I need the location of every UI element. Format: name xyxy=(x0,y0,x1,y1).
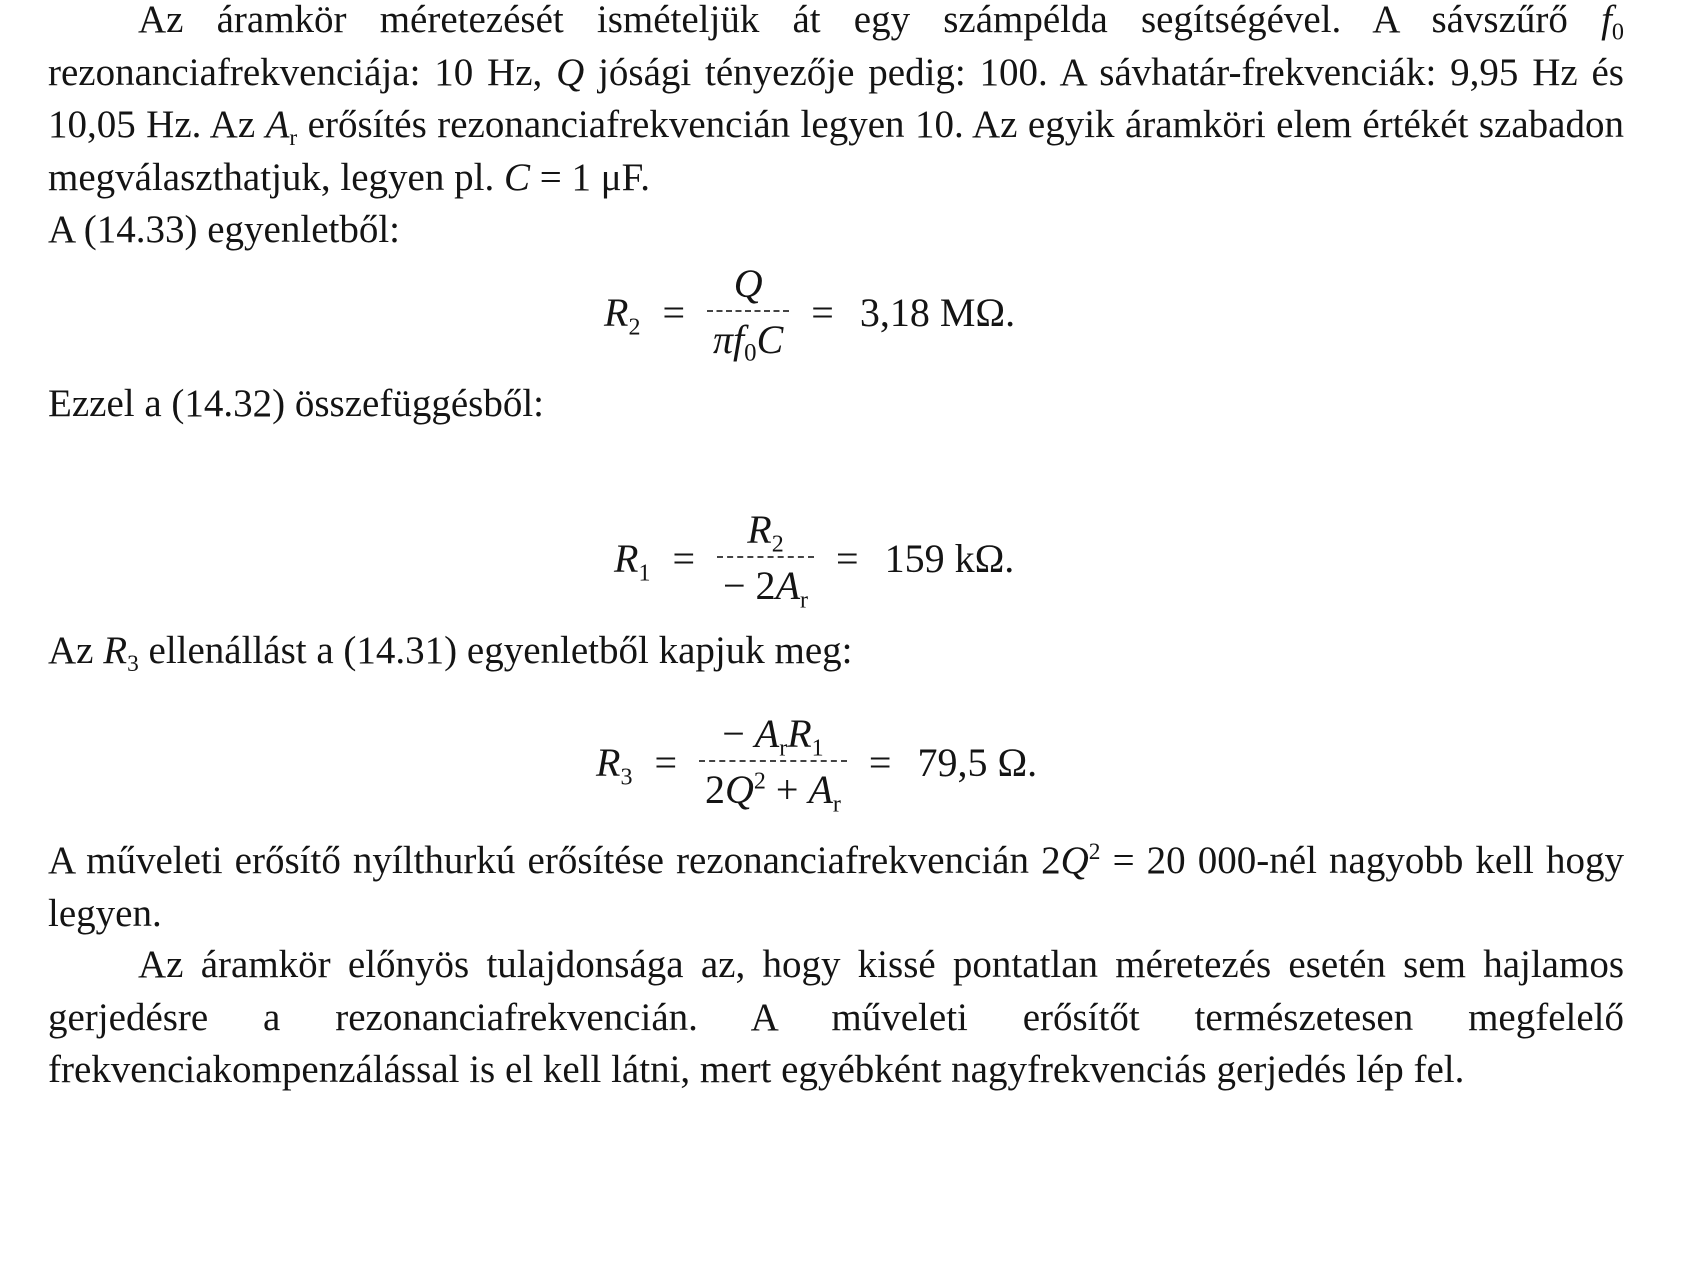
intro-paragraph xyxy=(48,0,1624,257)
r3-subscript: 3 xyxy=(127,651,139,678)
eq1-result: 3,18 MΩ. xyxy=(859,289,1016,335)
eq3-fraction xyxy=(699,711,847,818)
eq3-denominator: $2Q^2 + A_r$ xyxy=(705,767,841,818)
r3-symbol: R xyxy=(103,629,128,672)
q-symbol: Q xyxy=(556,50,585,94)
f0-subscript: 0 xyxy=(1611,18,1625,46)
equation-r2 xyxy=(604,261,1016,367)
intro-text-1: Az áramkör méretezését ismételjük át egy számpélda segítségével. A sávszűrő xyxy=(138,0,1568,41)
eq1-fraction xyxy=(707,261,789,367)
intro-text-3: jósági tényezője pedig: 100. A sávhatár-frekvenciák: 9,95 Hz és 10,05 Hz. Az xyxy=(48,50,1624,146)
eq3-equals: = xyxy=(654,739,677,785)
eq3-equals-2: = xyxy=(868,739,892,785)
eq2-lhs: $R_1$ xyxy=(614,535,651,586)
c-symbol: C xyxy=(503,155,530,199)
eq3-lhs: $R_3$ xyxy=(596,739,633,790)
q2-symbol: Q xyxy=(1060,839,1089,882)
equation-r3 xyxy=(596,711,1038,818)
eq1-denominator: πf0C xyxy=(713,317,784,367)
intro-text-6: A (14.33) egyenletből: xyxy=(48,208,401,251)
f0-symbol: f xyxy=(1601,0,1612,41)
eq1-equals-2: = xyxy=(811,289,834,335)
eq2-denominator: − $2A_r$ xyxy=(723,563,808,614)
eq1-lhs: $R_2$ xyxy=(604,289,641,340)
text-open-loop-gain: A műveleti erősítő nyílthurkú erősítése rezonanciafrekvencián $2Q^2 = 20$ 000-nél nagyobb kell hogy legyen. xyxy=(48,838,1624,935)
intro-text-5: = 1 μF. xyxy=(529,155,650,199)
text-advantages-paragraph: Az áramkör előnyös tulajdonsága az, hogy kissé pontatlan méretezés esetén sem hajlamos gerjedésre a rezonanciafrekvencián. A műveleti erősítőt természetesen megfelelő frekvenciakompenzálással is el kell látni, mert egyébként nagyfrekvenciás gerjedés lép fel. xyxy=(48,943,1624,1091)
ar-symbol: A xyxy=(265,103,290,146)
eq2-equals: = xyxy=(672,535,695,581)
intro-text-2: rezonanciafrekvenciája: 10 Hz, xyxy=(48,50,557,94)
eq2-fraction xyxy=(717,507,814,614)
ar-subscript: r xyxy=(289,125,298,152)
text-14-31: Az $R_3$ ellenállást a (14.31) egyenletből kapjuk meg: xyxy=(48,629,853,678)
eq2-result: 159 kΩ. xyxy=(884,535,1015,581)
q2-superscript: 2 xyxy=(1088,838,1101,865)
eq2-numerator: $R_2$ xyxy=(747,507,784,558)
intro-text-4: erősítés rezonanciafrekvencián legyen 10. Az egyik áramköri elem értékét szabadon megválaszthatjuk, legyen pl. xyxy=(48,103,1624,199)
equation-r1 xyxy=(614,507,1015,614)
eq3-result: 79,5 Ω. xyxy=(917,739,1038,785)
text-14-32: Ezzel a (14.32) összefüggésből: xyxy=(48,382,544,425)
eq1-numerator: Q xyxy=(733,261,763,306)
eq2-equals-2: = xyxy=(836,535,859,581)
eq3-numerator: − $A_rR_1$ xyxy=(722,711,824,762)
eq1-equals: = xyxy=(662,289,685,335)
